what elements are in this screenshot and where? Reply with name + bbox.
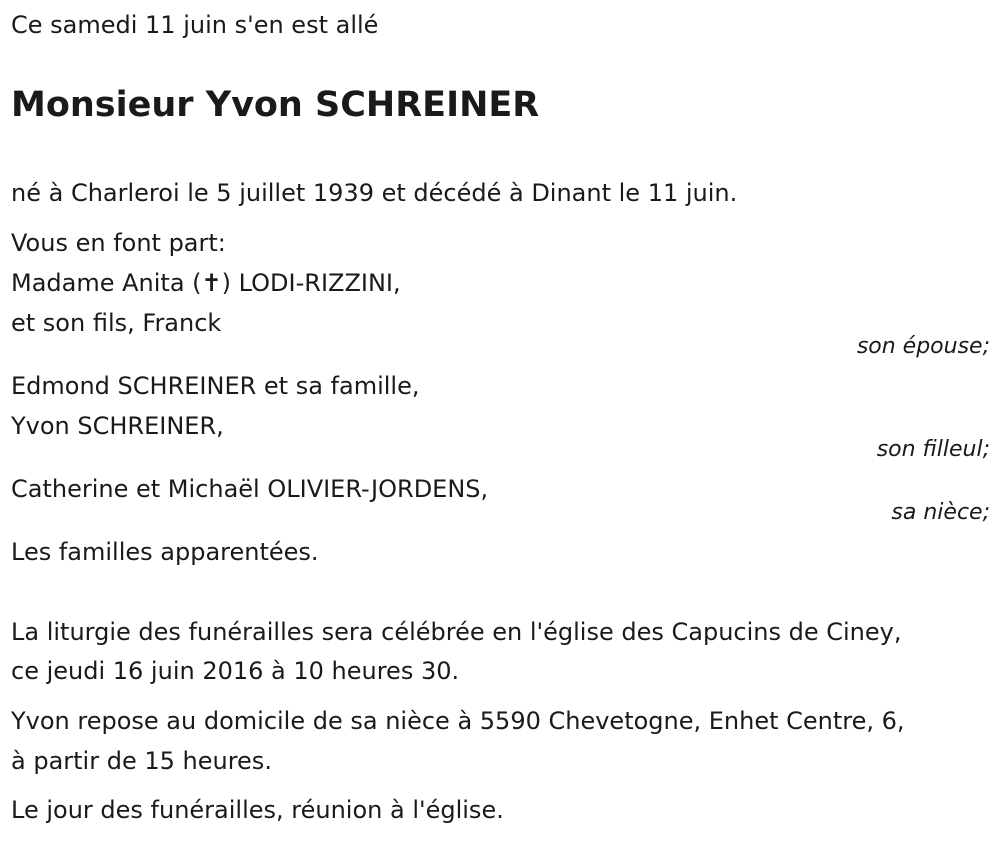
niece-line-1: Catherine et Michaël OLIVIER-JORDENS, [11, 475, 489, 503]
intro-text: Ce samedi 11 juin s'en est allé [11, 11, 379, 39]
rest-line-1: Yvon repose au domicile de sa nièce à 5590 Chevetogne, Enhet Centre, 6, [11, 707, 905, 735]
deceased-name: Monsieur Yvon SCHREINER [11, 85, 540, 125]
spouse-line-2: et son fils, Franck [11, 309, 222, 337]
announce-text: Vous en font part: [11, 229, 226, 257]
relatives-text: Les familles apparentées. [11, 538, 319, 566]
spouse-line-1: Madame Anita (✝) LODI-RIZZINI, [11, 269, 401, 297]
godson-role: son filleul; [876, 437, 990, 462]
rest-line-2: à partir de 15 heures. [11, 747, 272, 775]
godson-line-1: Edmond SCHREINER et sa famille, [11, 372, 420, 400]
liturgy-line-1: La liturgie des funérailles sera célébrée en l'église des Capucins de Ciney, [11, 618, 902, 646]
spouse-role: son épouse; [856, 334, 990, 359]
niece-role: sa nièce; [891, 500, 990, 525]
godson-line-2: Yvon SCHREINER, [11, 412, 224, 440]
liturgy-line-2: ce jeudi 16 juin 2016 à 10 heures 30. [11, 657, 460, 685]
birth-death-text: né à Charleroi le 5 juillet 1939 et décédé à Dinant le 11 juin. [11, 179, 738, 207]
meeting-text: Le jour des funérailles, réunion à l'église. [11, 796, 504, 824]
